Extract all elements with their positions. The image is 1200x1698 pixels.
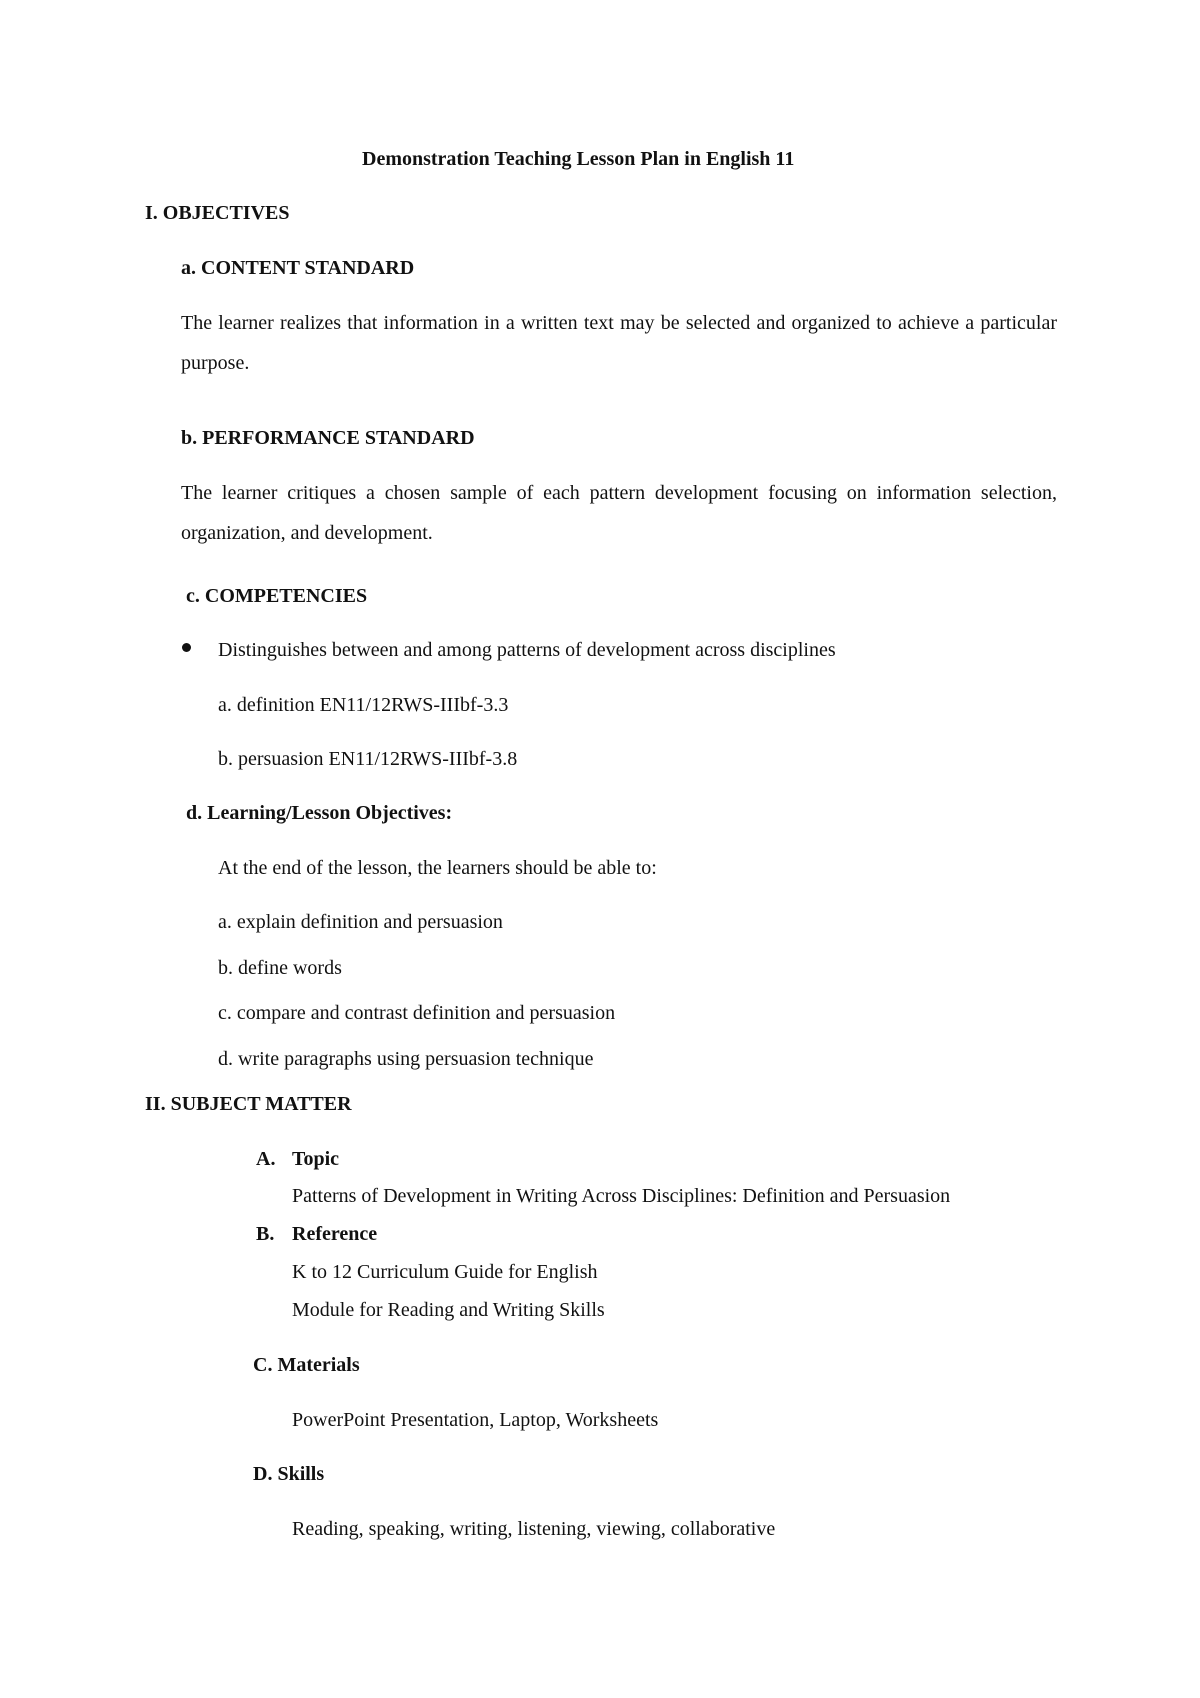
reference-line: K to 12 Curriculum Guide for English	[292, 1261, 598, 1283]
content-standard-heading: a. CONTENT STANDARD	[181, 257, 415, 279]
bullet-icon	[182, 643, 191, 652]
competency-bullet-text: Distinguishes between and among patterns of development across disciplines	[218, 639, 836, 661]
skills-text: Reading, speaking, writing, listening, viewing, collaborative	[292, 1518, 776, 1540]
reference-label: Reference	[292, 1223, 378, 1245]
content-standard-text: The learner realizes that information in a written text may be selected and organized to achieve a particular purpose.	[181, 312, 1057, 374]
lesson-objective-item: d. write paragraphs using persuasion technique	[218, 1048, 594, 1070]
skills-heading: D. Skills	[253, 1463, 325, 1485]
topic-marker: A.	[256, 1148, 276, 1170]
materials-heading: C. Materials	[253, 1354, 360, 1376]
competency-item: b. persuasion EN11/12RWS-IIIbf-3.8	[218, 748, 518, 770]
topic-label: Topic	[292, 1148, 340, 1170]
materials-text: PowerPoint Presentation, Laptop, Worksheets	[292, 1409, 659, 1431]
competency-item: a. definition EN11/12RWS-IIIbf-3.3	[218, 694, 509, 716]
performance-standard-heading: b. PERFORMANCE STANDARD	[181, 427, 475, 449]
section-objectives-heading: I. OBJECTIVES	[145, 202, 290, 224]
lesson-objectives-heading: d. Learning/Lesson Objectives:	[186, 802, 453, 824]
reference-marker: B.	[256, 1223, 275, 1245]
page-title: Demonstration Teaching Lesson Plan in English 11	[362, 148, 795, 170]
lesson-objectives-intro: At the end of the lesson, the learners should be able to:	[218, 857, 657, 879]
topic-text: Patterns of Development in Writing Across Disciplines: Definition and Persuasion	[292, 1185, 951, 1207]
reference-line: Module for Reading and Writing Skills	[292, 1299, 605, 1321]
section-subject-matter-heading: II. SUBJECT MATTER	[145, 1093, 352, 1115]
lesson-objective-item: c. compare and contrast definition and persuasion	[218, 1002, 616, 1024]
lesson-objective-item: b. define words	[218, 957, 342, 979]
performance-standard-text: The learner critiques a chosen sample of each pattern development focusing on information selection, organization, and development.	[181, 482, 1057, 544]
competencies-heading: c. COMPETENCIES	[186, 585, 368, 607]
lesson-objective-item: a. explain definition and persuasion	[218, 911, 503, 933]
